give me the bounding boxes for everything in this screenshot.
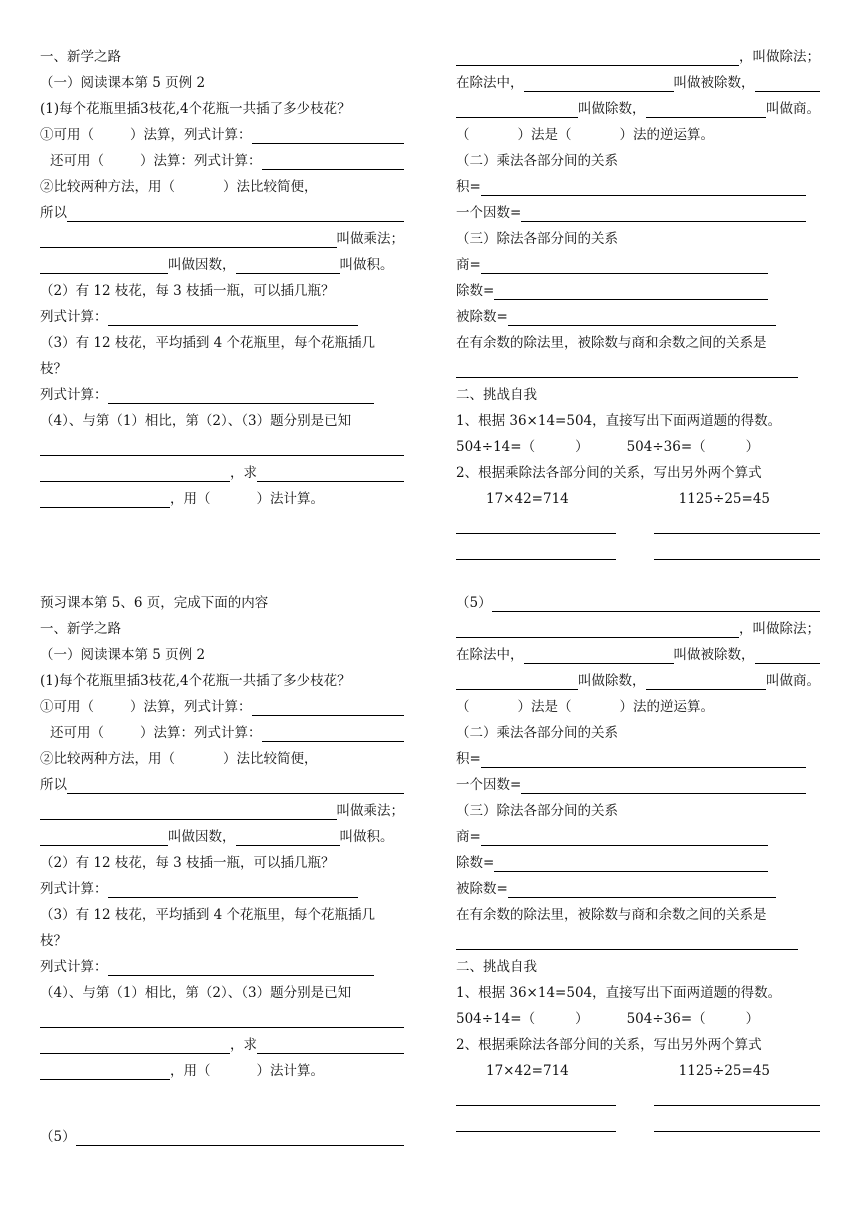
question-1: (1)每个花瓶里插3枝花,4个花瓶一共插了多少枝花？ <box>40 101 351 117</box>
remainder-answer <box>456 928 820 954</box>
challenge-2-answers <box>456 512 820 538</box>
q1-line-3: ②比较两种方法，用（ ）法比较简便， <box>40 179 318 195</box>
answer-blank[interactable] <box>40 802 337 820</box>
answer-blank[interactable] <box>456 100 578 118</box>
division-def-2: 在除法中， 叫做被除数， <box>456 70 820 96</box>
answer-blank[interactable] <box>524 74 674 92</box>
subsection-title: （一）阅读课本第 5 页例 2 <box>40 75 206 91</box>
section-title: 一、新学之路 <box>40 49 121 65</box>
answer-blank[interactable] <box>508 308 776 326</box>
answer-blank[interactable] <box>456 1114 616 1132</box>
answer-blank[interactable] <box>236 256 340 274</box>
answer-blank[interactable] <box>456 48 739 66</box>
answer-blank[interactable] <box>40 1036 230 1054</box>
division-def-2: 在除法中， 叫做被除数， <box>456 642 820 668</box>
answer-blank[interactable] <box>456 672 578 690</box>
answer-blank[interactable] <box>262 152 405 170</box>
q2-calc: 列式计算： <box>40 304 404 330</box>
answer-blank[interactable] <box>654 516 820 534</box>
question-2: （2）有 12 枝花，每 3 枝插一瓶，可以插几瓶？ <box>40 855 335 871</box>
q1-line-3: ②比较两种方法，用（ ）法比较简便， <box>40 751 318 767</box>
question-1: (1)每个花瓶里插3枝花,4个花瓶一共插了多少枝花？ <box>40 673 351 689</box>
quotient-relation: 商= <box>456 824 768 850</box>
top-left-column <box>40 44 404 512</box>
answer-blank[interactable] <box>40 256 168 274</box>
answer-blank[interactable] <box>755 646 821 664</box>
question-3-cont: 枝？ <box>40 933 67 949</box>
question-5: （5） <box>40 1124 404 1150</box>
answer-blank[interactable] <box>646 100 767 118</box>
question-3: （3）有 12 枝花，平均插到 4 个花瓶里，每个花瓶插几 <box>40 907 376 923</box>
division-def-3: 叫做除数， 叫做商。 <box>456 96 820 122</box>
answer-blank[interactable] <box>252 126 405 144</box>
answer-blank[interactable] <box>654 542 820 560</box>
q1-line-2: 还可用（ ）法算：列式计算： <box>40 148 404 174</box>
answer-blank[interactable] <box>456 516 616 534</box>
answer-blank[interactable] <box>40 1010 404 1028</box>
question-3: （3）有 12 枝花，平均插到 4 个花瓶里，每个花瓶插几 <box>40 335 376 351</box>
challenge-2-answers <box>456 1110 820 1136</box>
answer-blank[interactable] <box>40 438 404 456</box>
product-relation: 积= <box>456 174 806 200</box>
answer-blank[interactable] <box>40 490 170 508</box>
question-5: （5） <box>456 590 820 616</box>
q1-line-6: 叫做因数， 叫做积。 <box>40 252 404 278</box>
challenge-1: 1、根据 36×14=504，直接写出下面两道题的得数。 <box>456 413 782 429</box>
preview-intro: 预习课本第 5、6 页，完成下面的内容 <box>40 595 269 611</box>
answer-blank[interactable] <box>108 958 374 976</box>
answer-blank[interactable] <box>521 204 806 222</box>
answer-blank[interactable] <box>456 1088 616 1106</box>
answer-blank[interactable] <box>236 828 340 846</box>
answer-blank[interactable] <box>494 854 768 872</box>
answer-blank[interactable] <box>456 360 798 378</box>
remainder-relation: 在有余数的除法里，被除数与商和余数之间的关系是 <box>456 907 767 923</box>
product-relation: 积= <box>456 746 806 772</box>
quotient-relation: 商= <box>456 252 768 278</box>
factor-relation: 一个因数= <box>456 200 806 226</box>
answer-blank[interactable] <box>654 1088 820 1106</box>
subsection-multiplication: （二）乘法各部分间的关系 <box>456 153 618 169</box>
q4-line-1 <box>40 1006 404 1032</box>
answer-blank[interactable] <box>67 204 404 222</box>
answer-blank[interactable] <box>481 828 768 846</box>
q1-line-4: 所以 <box>40 772 404 798</box>
challenge-title: 二、挑战自我 <box>456 387 537 403</box>
q1-line-2: 还可用（ ）法算：列式计算： <box>40 720 404 746</box>
q1-line-4: 所以 <box>40 200 404 226</box>
q1-line-1: ①可用（ ）法算，列式计算： <box>40 122 404 148</box>
challenge-2-answers <box>456 1084 820 1110</box>
challenge-1-items: 504÷14=（ ） 504÷36=（ ） <box>456 1011 760 1027</box>
answer-blank[interactable] <box>508 880 776 898</box>
answer-blank[interactable] <box>456 932 798 950</box>
answer-blank[interactable] <box>481 178 806 196</box>
challenge-2-formulas: 17×42=714 1125÷25=45 <box>486 491 770 507</box>
q3-calc: 列式计算： <box>40 382 404 408</box>
answer-blank[interactable] <box>654 1114 820 1132</box>
subsection-division: （三）除法各部分间的关系 <box>456 803 618 819</box>
answer-blank[interactable] <box>108 308 358 326</box>
answer-blank[interactable] <box>524 646 674 664</box>
challenge-2: 2、根据乘除法各部分间的关系，写出另外两个算式 <box>456 1037 762 1053</box>
answer-blank[interactable] <box>40 230 337 248</box>
q1-line-5: 叫做乘法； <box>40 226 404 252</box>
q1-line-5: 叫做乘法； <box>40 798 404 824</box>
factor-relation: 一个因数= <box>456 772 806 798</box>
q1-line-1: ①可用（ ）法算，列式计算： <box>40 694 404 720</box>
dividend-relation: 被除数= <box>456 304 776 330</box>
challenge-2-formulas: 17×42=714 1125÷25=45 <box>486 1063 770 1079</box>
answer-blank[interactable] <box>40 828 168 846</box>
q3-calc: 列式计算： <box>40 954 404 980</box>
answer-blank[interactable] <box>40 464 230 482</box>
challenge-2-answers <box>456 538 820 564</box>
challenge-2: 2、根据乘除法各部分间的关系，写出另外两个算式 <box>456 465 762 481</box>
q4-line-2: ，求 <box>40 1032 404 1058</box>
q4-line-1 <box>40 434 404 460</box>
inverse-operation: （ ）法是（ ）法的逆运算。 <box>456 127 714 143</box>
answer-blank[interactable] <box>108 880 358 898</box>
division-def-1: ，叫做除法； <box>456 44 820 70</box>
dividend-relation: 被除数= <box>456 876 776 902</box>
answer-blank[interactable] <box>494 282 768 300</box>
q4-line-2: ，求 <box>40 460 404 486</box>
subsection-multiplication: （二）乘法各部分间的关系 <box>456 725 618 741</box>
inverse-operation: （ ）法是（ ）法的逆运算。 <box>456 699 714 715</box>
answer-blank[interactable] <box>521 776 806 794</box>
q4-line-3: ，用（ ）法计算。 <box>40 486 404 512</box>
answer-blank[interactable] <box>755 74 821 92</box>
q1-line-6: 叫做因数， 叫做积。 <box>40 824 404 850</box>
challenge-1-items: 504÷14=（ ） 504÷36=（ ） <box>456 439 760 455</box>
answer-blank[interactable] <box>257 464 404 482</box>
challenge-1: 1、根据 36×14=504，直接写出下面两道题的得数。 <box>456 985 782 1001</box>
answer-blank[interactable] <box>481 750 806 768</box>
answer-blank[interactable] <box>456 542 616 560</box>
answer-blank[interactable] <box>262 724 405 742</box>
answer-blank[interactable] <box>257 1036 404 1054</box>
answer-blank[interactable] <box>646 672 767 690</box>
answer-blank[interactable] <box>492 594 820 612</box>
subsection-title: （一）阅读课本第 5 页例 2 <box>40 647 206 663</box>
remainder-relation: 在有余数的除法里，被除数与商和余数之间的关系是 <box>456 335 767 351</box>
answer-blank[interactable] <box>252 698 405 716</box>
question-3-cont: 枝？ <box>40 361 67 377</box>
question-4: （4）、与第（1）相比，第（2）、（3）题分别是已知 <box>40 413 352 429</box>
q4-line-3: ，用（ ）法计算。 <box>40 1058 404 1084</box>
divisor-relation: 除数= <box>456 850 768 876</box>
remainder-answer <box>456 356 820 382</box>
bottom-right-column <box>456 590 820 1136</box>
question-4: （4）、与第（1）相比，第（2）、（3）题分别是已知 <box>40 985 352 1001</box>
top-right-column <box>456 44 820 564</box>
bottom-left-column <box>40 590 404 1150</box>
question-2: （2）有 12 枝花，每 3 枝插一瓶，可以插几瓶？ <box>40 283 335 299</box>
division-def-3: 叫做除数， 叫做商。 <box>456 668 820 694</box>
answer-blank[interactable] <box>76 1128 404 1146</box>
answer-blank[interactable] <box>481 256 768 274</box>
divisor-relation: 除数= <box>456 278 768 304</box>
answer-blank[interactable] <box>40 1062 170 1080</box>
q2-calc: 列式计算： <box>40 876 404 902</box>
subsection-division: （三）除法各部分间的关系 <box>456 231 618 247</box>
challenge-title: 二、挑战自我 <box>456 959 537 975</box>
section-title: 一、新学之路 <box>40 621 121 637</box>
answer-blank[interactable] <box>108 386 374 404</box>
answer-blank[interactable] <box>67 776 404 794</box>
division-def-1: ，叫做除法； <box>456 616 820 642</box>
answer-blank[interactable] <box>456 620 739 638</box>
